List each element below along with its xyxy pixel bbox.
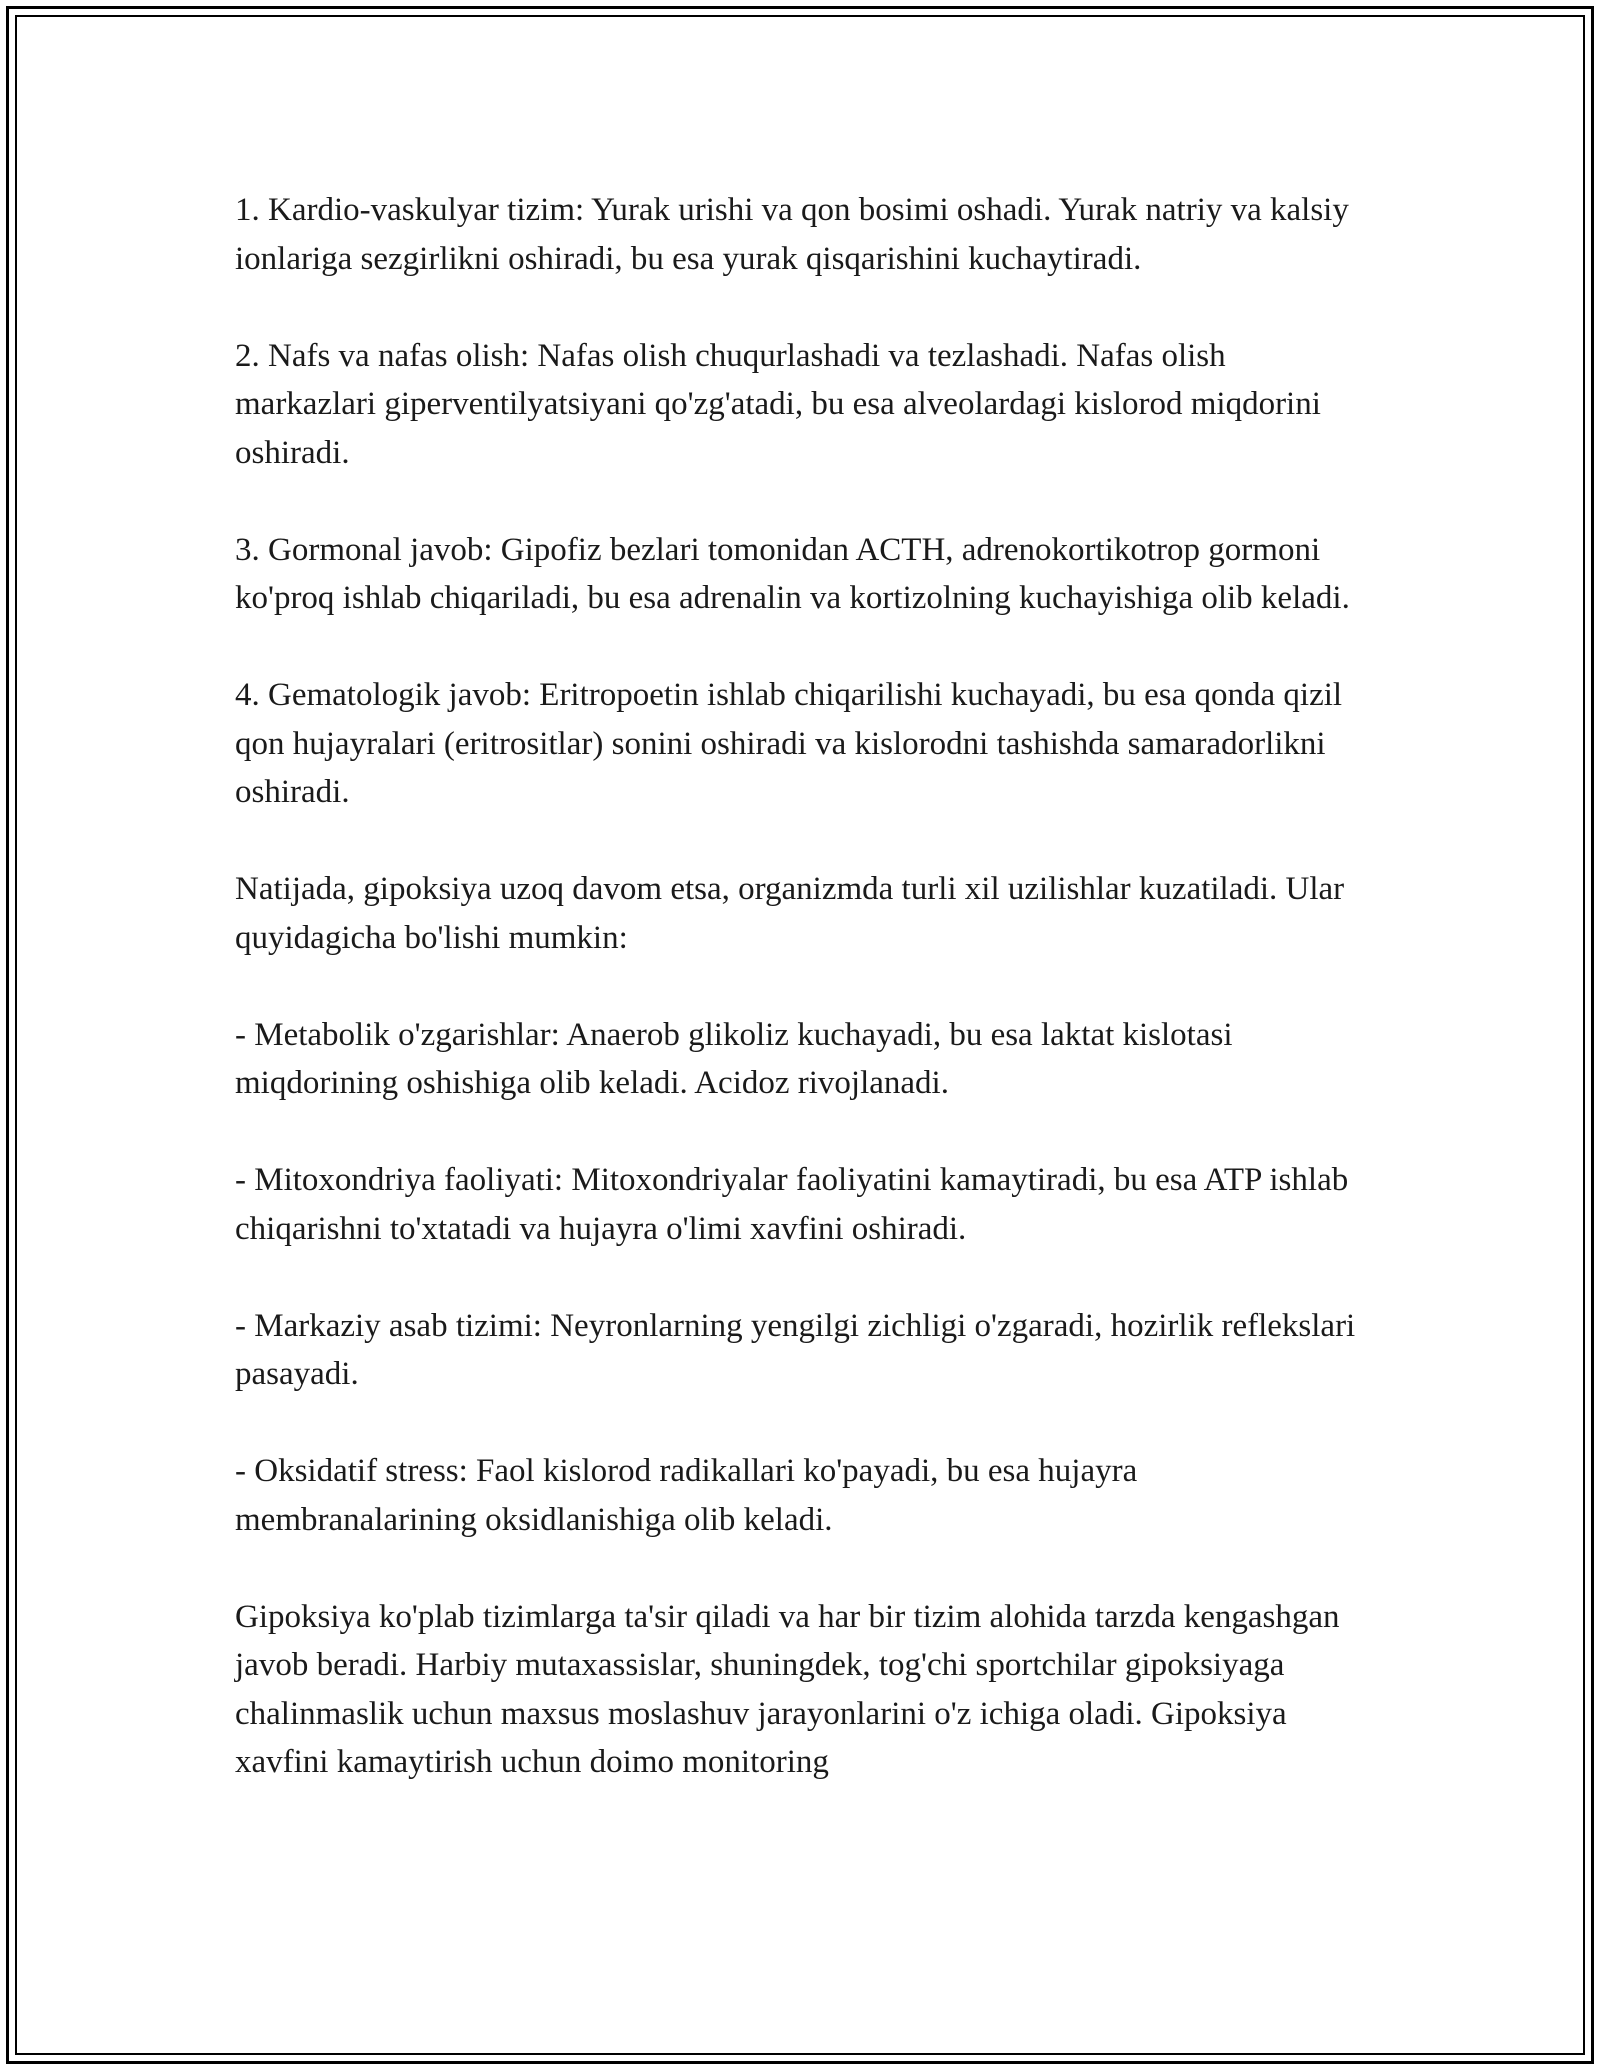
- paragraph-conclusion: Gipoksiya ko'plab tizimlarga ta'sir qiladi va har bir tizim alohida tarzda kengashgan javob beradi. Harbiy mutaxassislar, shuningdek, tog'chi sportchilar gipoksiyaga chalinmaslik uchun maxsus moslashuv jarayonlarini o'z ichiga oladi. Gipoksiya xavfini kamaytirish uchun doimo monitoring: [235, 1598, 1340, 1780]
- paragraph-respiration: 2. Nafs va nafas olish: Nafas olish chuqurlashadi va tezlashadi. Nafas olish markazlari giperventilyatsiyani qo'zg'atadi, bu esa alveolardagi kislorod miqdorini oshiradi.: [235, 337, 1321, 471]
- paragraph-hematologic: 4. Gematologik javob: Eritropoetin ishlab chiqarilishi kuchayadi, bu esa qonda qizil qon hujayralari (eritrositlar) sonini oshiradi va kislorodni tashishda samaradorlikni oshiradi.: [235, 677, 1343, 810]
- paragraph-consequences-intro: Natijada, gipoksiya uzoq davom etsa, organizmda turli xil uzilishlar kuzatiladi. Ular quyidagicha bo'lishi mumkin:: [235, 871, 1345, 956]
- paragraph-hormonal: 3. Gormonal javob: Gipofiz bezlari tomonidan ACTH, adrenokortikotrop gormoni ko'proq ishlab chiqariladi, bu esa adrenalin va kortizolning kuchayishiga olib keladi.: [235, 531, 1350, 616]
- paragraph-cns: - Markaziy asab tizimi: Neyronlarning yengilgi zichligi o'zgaradi, hozirlik reflekslari pasayadi.: [235, 1307, 1356, 1392]
- document-body: [235, 186, 1365, 1787]
- paragraph-mitochondria: - Mitoxondriya faoliyati: Mitoxondriyalar faoliyatini kamaytiradi, bu esa ATP ishlab chiqarishni to'xtatadi va hujayra o'limi xavfini oshiradi.: [235, 1162, 1349, 1247]
- paragraph-cardiovascular: 1. Kardio-vaskulyar tizim: Yurak urishi va qon bosimi oshadi. Yurak natriy va kalsiy ionlariga sezgirlikni oshiradi, bu esa yurak qisqarishini kuchaytiradi.: [235, 192, 1349, 277]
- paragraph-oxidative-stress: - Oksidatif stress: Faol kislorod radikallari ko'payadi, bu esa hujayra membranalarining oksidlanishiga olib keladi.: [235, 1453, 1138, 1538]
- paragraph-metabolic: - Metabolik o'zgarishlar: Anaerob glikoliz kuchayadi, bu esa laktat kislotasi miqdorining oshishiga olib keladi. Acidoz rivojlanadi.: [235, 1016, 1233, 1101]
